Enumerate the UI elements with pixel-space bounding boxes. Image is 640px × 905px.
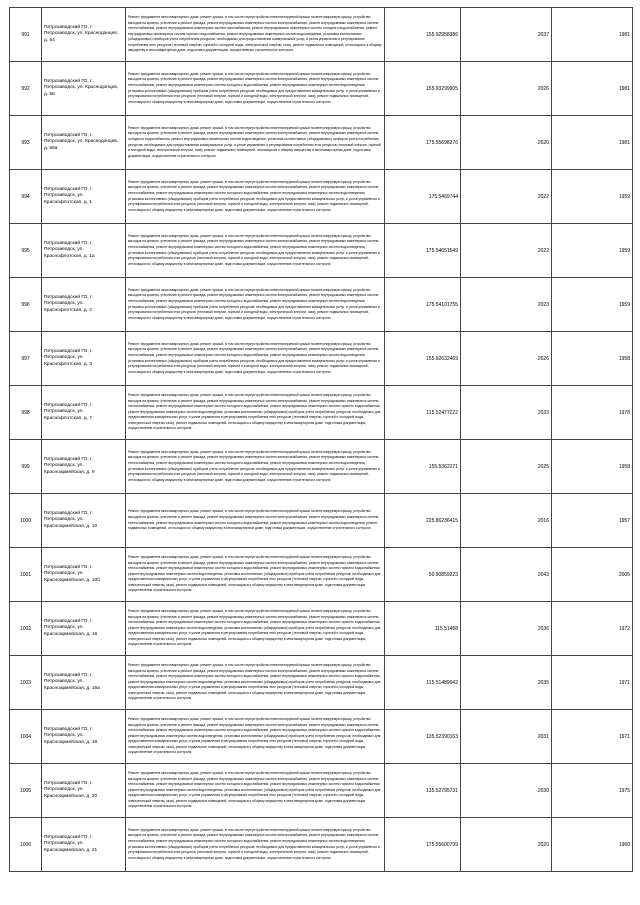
table-row bbox=[10, 764, 633, 818]
row-number: 1002 bbox=[10, 602, 42, 656]
row-address: Петрозаводский ГО, г. Петрозаводск, ул. Краснофлотская, д. 7 bbox=[42, 386, 126, 440]
row-address: Петрозаводский ГО, г. Петрозаводск, ул. Красноармейская, д. 20 bbox=[42, 764, 126, 818]
row-planned-year: 2033 bbox=[461, 386, 552, 440]
row-description bbox=[126, 548, 385, 602]
row-number: 997 bbox=[10, 332, 42, 386]
row-number: 995 bbox=[10, 224, 42, 278]
row-planned-year: 2023 bbox=[461, 278, 552, 332]
table-row bbox=[10, 440, 633, 494]
row-cost: 115.51488 bbox=[385, 602, 461, 656]
row-description bbox=[126, 386, 385, 440]
row-built-year: 1960 bbox=[552, 818, 633, 872]
row-built-year: 2005 bbox=[552, 548, 633, 602]
row-planned-year: 2026 bbox=[461, 332, 552, 386]
row-description-text: Ремонт фундамента многоквартирного дома, ремонт крыши, в том числе переустройство невентилируемой крыши на вентилируемую крышу, устройство выходов на кровлю, утепление и ремонт фасада, ремонт внутридомовых инженерных систем электроснабжения, ремонт внутридомовых инженерных систем теплоснабжения, ремонт внутридомовых инженерных систем холодного водоснабжения, ремонт внутридомовых инженерных систем водоотведения, ремонт подвальных помещений, относящихся к общему имуществу в многоквартирном доме, подготовка документации, осуществление строительного контроля bbox=[128, 509, 379, 531]
row-description bbox=[126, 440, 385, 494]
row-planned-year: 2022 bbox=[461, 224, 552, 278]
row-planned-year: 2020 bbox=[461, 116, 552, 170]
row-description-text: Ремонт фундамента многоквартирного дома, ремонт крыши, в том числе переустройство невентилируемой крыши на вентилируемую крышу, устройство выходов на кровлю, утепление и ремонт фасада, ремонт внутридомовых инженерных систем электроснабжения, ремонт внутридомовых инженерных систем теплоснабжения, ремонт внутридомовых инженерных систем холодного водоснабжения, ремонт внутридомовых инженерных систем водоотведения, установка коллективных (общедомовых) приборов учета потребления ресурсов, необходимых для предоставления коммунальных услуг, и узлов управления и регулирования потребления этих ресурсов (тепловой энергии, горячей и холодной воды, электрической энергии, газа), ремонт подвальных помещений, относящихся к общему имуществу в многоквартирном доме, подготовка документации, осуществление строительного контроля bbox=[128, 449, 380, 482]
row-number: 994 bbox=[10, 170, 42, 224]
row-planned-year: 2016 bbox=[461, 494, 552, 548]
table-body bbox=[10, 8, 633, 872]
row-description-text: Ремонт фундамента многоквартирного дома, ремонт крыши, в том числе переустройство невентилируемой крыши на вентилируемую крышу, устройство выходов на кровлю, утепление и ремонт фасада, ремонт внутридомовых инженерных систем электроснабжения, ремонт внутридомовых инженерных систем теплоснабжения, ремонт внутридомовых инженерных систем холодного водоснабжения, ремонт внутридомовых инженерных систем горячего водоснабжения, ремонт внутридомовых инженерных систем водоотведения, установка коллективных (общедомовых) приборов учета потребления ресурсов, необходимых для предоставления коммунальных услуг, и узлов управления и регулирования потребления этих ресурсов (тепловой энергии, горячей и холодной воды, электрической энергии, газа), ремонт подвальных помещений, относящихся к общему имуществу в многоквартирном доме, подготовка документации, осуществление строительного контроля bbox=[128, 770, 381, 809]
row-built-year: 1959 bbox=[552, 224, 633, 278]
table-row bbox=[10, 602, 633, 656]
row-description-text: Ремонт фундамента многоквартирного дома, ремонт крыши, в том числе переустройство невентилируемой крыши на вентилируемую крышу, устройство выходов на кровлю, утепление и ремонт фасада, ремонт внутридомовых инженерных систем электроснабжения, ремонт внутридомовых инженерных систем теплоснабжения, ремонт внутридомовых инженерных систем холодного водоснабжения, ремонт внутридомовых инженерных систем горячего водоснабжения, ремонт внутридомовых инженерных систем водоотведения, установка коллективных (общедомовых) приборов учета потребления ресурсов, необходимых для предоставления коммунальных услуг, и узлов управления и регулирования потребления этих ресурсов (тепловой энергии, горячей и холодной воды, электрической энергии, газа), ремонт подвальных помещений, относящихся к общему имуществу в многоквартирном доме, подготовка документации, осуществление строительного контроля bbox=[128, 716, 381, 755]
row-description-text: Ремонт фундамента многоквартирного дома, ремонт крыши, в том числе переустройство невентилируемой крыши на вентилируемую крышу, устройство выходов на кровлю, утепление и ремонт фасада, ремонт внутридомовых инженерных систем электроснабжения, ремонт внутридомовых инженерных систем теплоснабжения, ремонт внутридомовых инженерных систем холодного водоснабжения, ремонт внутридомовых инженерных систем горячего водоснабжения, ремонт внутридомовых инженерных систем водоотведения, установка коллективных (общедомовых) приборов учета потребления ресурсов, необходимых для предоставления коммунальных услуг, и узлов управления и регулирования потребления этих ресурсов (тепловой энергии, горячей и холодной воды, электрической энергии, газа), ремонт подвальных помещений, относящихся к общему имуществу в многоквартирном доме, подготовка документации, осуществление строительного контроля bbox=[128, 662, 381, 701]
row-cost: 175.55600799 bbox=[385, 818, 461, 872]
row-description bbox=[126, 656, 385, 710]
table-row bbox=[10, 8, 633, 62]
row-built-year: 1981 bbox=[552, 116, 633, 170]
row-address: Петрозаводский ГО, г. Петрозаводск, ул. Красноармейская, д. 10б bbox=[42, 548, 126, 602]
row-description bbox=[126, 170, 385, 224]
row-number: 996 bbox=[10, 278, 42, 332]
table-row bbox=[10, 116, 633, 170]
row-description bbox=[126, 332, 385, 386]
table-row bbox=[10, 332, 633, 386]
row-number: 999 bbox=[10, 440, 42, 494]
row-number: 1004 bbox=[10, 710, 42, 764]
row-number: 1003 bbox=[10, 656, 42, 710]
row-address: Петрозаводский ГО, г. Петрозаводск, ул. Краснодонцев, д. 54 bbox=[42, 8, 126, 62]
row-built-year: 1957 bbox=[552, 494, 633, 548]
table-row bbox=[10, 710, 633, 764]
row-address: Петрозаводский ГО, г. Петрозаводск, ул. Красноармейская, д. 21 bbox=[42, 818, 126, 872]
row-built-year: 1981 bbox=[552, 8, 633, 62]
row-description bbox=[126, 278, 385, 332]
row-built-year: 1958 bbox=[552, 440, 633, 494]
row-built-year: 1971 bbox=[552, 656, 633, 710]
row-built-year: 1978 bbox=[552, 386, 633, 440]
row-description bbox=[126, 224, 385, 278]
row-cost: 115.51489942 bbox=[385, 656, 461, 710]
row-description bbox=[126, 494, 385, 548]
row-planned-year: 2031 bbox=[461, 710, 552, 764]
row-cost: 155.5362271 bbox=[385, 440, 461, 494]
document-page bbox=[9, 7, 632, 872]
row-number: 1005 bbox=[10, 764, 42, 818]
row-address: Петрозаводский ГО, г. Петрозаводск, ул. Красноармейская, д. 16а bbox=[42, 656, 126, 710]
row-description-text: Ремонт фундамента многоквартирного дома, ремонт крыши, в том числе переустройство невентилируемой крыши на вентилируемую крышу, устройство выходов на кровлю, утепление и ремонт фасада, ремонт внутридомовых инженерных систем электроснабжения, ремонт внутридомовых инженерных систем теплоснабжения, ремонт внутридомовых инженерных систем холодного водоснабжения, ремонт внутридомовых инженерных систем горячего водоснабжения, ремонт внутридомовых инженерных систем водоотведения, установка коллективных (общедомовых) приборов учета потребления ресурсов, необходимых для предоставления коммунальных услуг, и узлов управления и регулирования потребления этих ресурсов (тепловой энергии, горячей и холодной воды, электрической энергии, газа), ремонт подвальных помещений, относящихся к общему имуществу в многоквартирном доме, подготовка документации, осуществление строительного контроля bbox=[128, 554, 381, 593]
row-cost: 175.54651549 bbox=[385, 224, 461, 278]
row-description-text: Ремонт фундамента многоквартирного дома, ремонт крыши, в том числе переустройство невентилируемой крыши на вентилируемую крышу, устройство выходов на кровлю, утепление и ремонт фасада, ремонт внутридомовых инженерных систем электроснабжения, ремонт внутридомовых инженерных систем теплоснабжения, ремонт внутридомовых инженерных систем газоснабжения, ремонт внутридомовых инженерных систем холодного водоснабжения, ремонт внутридомовых инженерных систем горячего водоснабжения, ремонт внутридомовых инженерных систем водоотведения, установка коллективных (общедомовых) приборов учета потребления ресурсов, необходимых для предоставления коммунальных услуг, и узлов управления и регулирования потребления этих ресурсов (тепловой энергии, горячей и холодной воды, электрической энергии, газа), ремонт подвальных помещений, относящихся к общему имуществу в многоквартирном доме, подготовка документации, осуществление строительного контроля bbox=[128, 14, 382, 53]
row-cost: 135.52795731 bbox=[385, 764, 461, 818]
row-number: 992 bbox=[10, 62, 42, 116]
row-cost: 175.55698276 bbox=[385, 116, 461, 170]
row-cost: 225.86236415 bbox=[385, 494, 461, 548]
row-built-year: 1975 bbox=[552, 764, 633, 818]
row-address: Петрозаводский ГО, г. Петрозаводск, ул. Краснодонцев, д. 56а bbox=[42, 116, 126, 170]
row-description bbox=[126, 602, 385, 656]
row-planned-year: 2030 bbox=[461, 764, 552, 818]
row-description-text: Ремонт фундамента многоквартирного дома, ремонт крыши, в том числе переустройство невентилируемой крыши на вентилируемую крышу, устройство выходов на кровлю, утепление и ремонт фасада, ремонт внутридомовых инженерных систем электроснабжения, ремонт внутридомовых инженерных систем теплоснабжения, ремонт внутридомовых инженерных систем холодного водоснабжения, ремонт внутридомовых инженерных систем водоотведения, установка коллективных (общедомовых) приборов учета потребления ресурсов, необходимых для предоставления коммунальных услуг, и узлов управления и регулирования потребления этих ресурсов (тепловой энергии, горячей и холодной воды, электрической энергии, газа), ремонт подвальных помещений, относящихся к общему имуществу в многоквартирном доме, подготовка документации, осуществление строительного контроля bbox=[128, 71, 380, 104]
row-description bbox=[126, 764, 385, 818]
row-planned-year: 2043 bbox=[461, 548, 552, 602]
row-cost: 155.92632469 bbox=[385, 332, 461, 386]
row-description bbox=[126, 818, 385, 872]
table-row bbox=[10, 170, 633, 224]
row-number: 1000 bbox=[10, 494, 42, 548]
row-planned-year: 2025 bbox=[461, 440, 552, 494]
row-cost: 50.90859223 bbox=[385, 548, 461, 602]
row-address: Петрозаводский ГО, г. Петрозаводск, ул. Краснофлотская, д. 2 bbox=[42, 278, 126, 332]
table-row bbox=[10, 818, 633, 872]
table-row bbox=[10, 386, 633, 440]
row-description bbox=[126, 8, 385, 62]
row-description-text: Ремонт фундамента многоквартирного дома, ремонт крыши, в том числе переустройство невентилируемой крыши на вентилируемую крышу, устройство выходов на кровлю, утепление и ремонт фасада, ремонт внутридомовых инженерных систем электроснабжения, ремонт внутридомовых инженерных систем теплоснабжения, ремонт внутридомовых инженерных систем холодного водоснабжения, ремонт внутридомовых инженерных систем водоотведения, установка коллективных (общедомовых) приборов учета потребления ресурсов, необходимых для предоставления коммунальных услуг, и узлов управления и регулирования потребления этих ресурсов (тепловой энергии, горячей и холодной воды, электрической энергии, газа), ремонт подвальных помещений, относящихся к общему имуществу в многоквартирном доме, подготовка документации, осуществление строительного контроля bbox=[128, 287, 380, 320]
row-planned-year: 2022 bbox=[461, 170, 552, 224]
row-description bbox=[126, 62, 385, 116]
table-row bbox=[10, 656, 633, 710]
row-address: Петрозаводский ГО, г. Петрозаводск, ул. Красноармейская, д. 18 bbox=[42, 710, 126, 764]
row-number: 998 bbox=[10, 386, 42, 440]
table-row bbox=[10, 62, 633, 116]
row-address: Петрозаводский ГО, г. Петрозаводск, ул. Краснофлотская, д. 1 bbox=[42, 170, 126, 224]
row-address: Петрозаводский ГО, г. Петрозаводск, ул. Краснофлотская, д. 3 bbox=[42, 332, 126, 386]
row-cost: 155.92958386 bbox=[385, 8, 461, 62]
row-number: 1001 bbox=[10, 548, 42, 602]
row-planned-year: 2026 bbox=[461, 62, 552, 116]
row-number: 993 bbox=[10, 116, 42, 170]
row-built-year: 1972 bbox=[552, 602, 633, 656]
row-built-year: 1958 bbox=[552, 332, 633, 386]
row-description-text: Ремонт фундамента многоквартирного дома, ремонт крыши, в том числе переустройство невентилируемой крыши на вентилируемую крышу, устройство выходов на кровлю, утепление и ремонт фасада, ремонт внутридомовых инженерных систем электроснабжения, ремонт внутридомовых инженерных систем холодного водоснабжения, ремонт внутридомовых инженерных систем водоотведения, установка коллективных (общедомовых) приборов учета потребления ресурсов, необходимых для предоставления коммунальных услуг, и узлов управления и регулирования потребления этих ресурсов (тепловой энергии, горячей и холодной воды, электрической энергии, газа), ремонт подвальных помещений, относящихся к общему имуществу в многоквартирном доме, подготовка документации, осуществление строительного контроля bbox=[128, 125, 381, 158]
row-description-text: Ремонт фундамента многоквартирного дома, ремонт крыши, в том числе переустройство невентилируемой крыши на вентилируемую крышу, устройство выходов на кровлю, утепление и ремонт фасада, ремонт внутридомовых инженерных систем электроснабжения, ремонт внутридомовых инженерных систем теплоснабжения, ремонт внутридомовых инженерных систем холодного водоснабжения, ремонт внутридомовых инженерных систем водоотведения, установка коллективных (общедомовых) приборов учета потребления ресурсов, необходимых для предоставления коммунальных услуг, и узлов управления и регулирования потребления этих ресурсов (тепловой энергии, горячей и холодной воды, электрической энергии, газа), ремонт подвальных помещений, относящихся к общему имуществу в многоквартирном доме, подготовка документации, осуществление строительного контроля bbox=[128, 341, 380, 374]
row-built-year: 1959 bbox=[552, 278, 633, 332]
row-cost: 155.93299905 bbox=[385, 62, 461, 116]
table-row bbox=[10, 278, 633, 332]
row-planned-year: 2037 bbox=[461, 8, 552, 62]
row-description bbox=[126, 116, 385, 170]
row-address: Петрозаводский ГО, г. Петрозаводск, ул. Красноармейская, д. 10 bbox=[42, 494, 126, 548]
row-description-text: Ремонт фундамента многоквартирного дома, ремонт крыши, в том числе переустройство невентилируемой крыши на вентилируемую крышу, устройство выходов на кровлю, утепление и ремонт фасада, ремонт внутридомовых инженерных систем электроснабжения, ремонт внутридомовых инженерных систем теплоснабжения, ремонт внутридомовых инженерных систем холодного водоснабжения, ремонт внутридомовых инженерных систем горячего водоснабжения, ремонт внутридомовых инженерных систем водоотведения, установка коллективных (общедомовых) приборов учета потребления ресурсов, необходимых для предоставления коммунальных услуг, и узлов управления и регулирования потребления этих ресурсов (тепловой энергии, горячей и холодной воды, электрической энергии, газа), ремонт подвальных помещений, относящихся к общему имуществу в многоквартирном доме, подготовка документации, осуществление строительного контроля bbox=[128, 392, 381, 431]
row-description-text: Ремонт фундамента многоквартирного дома, ремонт крыши, в том числе переустройство невентилируемой крыши на вентилируемую крышу, устройство выходов на кровлю, утепление и ремонт фасада, ремонт внутридомовых инженерных систем электроснабжения, ремонт внутридомовых инженерных систем теплоснабжения, ремонт внутридомовых инженерных систем холодного водоснабжения, ремонт внутридомовых инженерных систем водоотведения, установка коллективных (общедомовых) приборов учета потребления ресурсов, необходимых для предоставления коммунальных услуг, и узлов управления и регулирования потребления этих ресурсов (тепловой энергии, горячей и холодной воды, электрической энергии, газа), ремонт подвальных помещений, относящихся к общему имуществу в многоквартирном доме, подготовка документации, осуществление строительного контроля bbox=[128, 827, 380, 860]
row-built-year: 1959 bbox=[552, 170, 633, 224]
row-cost: 135.52390163 bbox=[385, 710, 461, 764]
row-address: Петрозаводский ГО, г. Петрозаводск, ул. Краснофлотская, д. 1а bbox=[42, 224, 126, 278]
capital-repair-table bbox=[9, 7, 633, 872]
row-description-text: Ремонт фундамента многоквартирного дома, ремонт крыши, в том числе переустройство невентилируемой крыши на вентилируемую крышу, устройство выходов на кровлю, утепление и ремонт фасада, ремонт внутридомовых инженерных систем электроснабжения, ремонт внутридомовых инженерных систем теплоснабжения, ремонт внутридомовых инженерных систем холодного водоснабжения, ремонт внутридомовых инженерных систем водоотведения, установка коллективных (общедомовых) приборов учета потребления ресурсов, необходимых для предоставления коммунальных услуг, и узлов управления и регулирования потребления этих ресурсов (тепловой энергии, горячей и холодной воды, электрической энергии, газа), ремонт подвальных помещений, относящихся к общему имуществу в многоквартирном доме, подготовка документации, осуществление строительного контроля bbox=[128, 179, 380, 212]
table-row bbox=[10, 224, 633, 278]
row-built-year: 1971 bbox=[552, 710, 633, 764]
row-description bbox=[126, 710, 385, 764]
row-cost: 175.5469744 bbox=[385, 170, 461, 224]
row-number: 1006 bbox=[10, 818, 42, 872]
table-row bbox=[10, 494, 633, 548]
row-cost: 175.54101755 bbox=[385, 278, 461, 332]
row-address: Петрозаводский ГО, г. Петрозаводск, ул. Краснодонцев, д. 56 bbox=[42, 62, 126, 116]
row-built-year: 1981 bbox=[552, 62, 633, 116]
row-planned-year: 2020 bbox=[461, 818, 552, 872]
row-address: Петрозаводский ГО, г. Петрозаводск, ул. Красноармейская, д. 16 bbox=[42, 602, 126, 656]
row-planned-year: 2035 bbox=[461, 656, 552, 710]
row-number: 991 bbox=[10, 8, 42, 62]
row-cost: 115.52477222 bbox=[385, 386, 461, 440]
row-description-text: Ремонт фундамента многоквартирного дома, ремонт крыши, в том числе переустройство невентилируемой крыши на вентилируемую крышу, устройство выходов на кровлю, утепление и ремонт фасада, ремонт внутридомовых инженерных систем электроснабжения, ремонт внутридомовых инженерных систем теплоснабжения, ремонт внутридомовых инженерных систем холодного водоснабжения, ремонт внутридомовых инженерных систем водоотведения, установка коллективных (общедомовых) приборов учета потребления ресурсов, необходимых для предоставления коммунальных услуг, и узлов управления и регулирования потребления этих ресурсов (тепловой энергии, горячей и холодной воды, электрической энергии, газа), ремонт подвальных помещений, относящихся к общему имуществу в многоквартирном доме, подготовка документации, осуществление строительного контроля bbox=[128, 233, 380, 266]
row-address: Петрозаводский ГО, г. Петрозаводск, ул. Красноармейская, д. 9 bbox=[42, 440, 126, 494]
table-row bbox=[10, 548, 633, 602]
row-description-text: Ремонт фундамента многоквартирного дома, ремонт крыши, в том числе переустройство невентилируемой крыши на вентилируемую крышу, устройство выходов на кровлю, утепление и ремонт фасада, ремонт внутридомовых инженерных систем электроснабжения, ремонт внутридомовых инженерных систем теплоснабжения, ремонт внутридомовых инженерных систем холодного водоснабжения, ремонт внутридомовых инженерных систем горячего водоснабжения, ремонт внутридомовых инженерных систем водоотведения, установка коллективных (общедомовых) приборов учета потребления ресурсов, необходимых для предоставления коммунальных услуг, и узлов управления и регулирования потребления этих ресурсов (тепловой энергии, горячей и холодной воды, электрической энергии, газа), ремонт подвальных помещений, относящихся к общему имуществу в многоквартирном доме, подготовка документации, осуществление строительного контроля bbox=[128, 608, 381, 647]
row-planned-year: 2036 bbox=[461, 602, 552, 656]
